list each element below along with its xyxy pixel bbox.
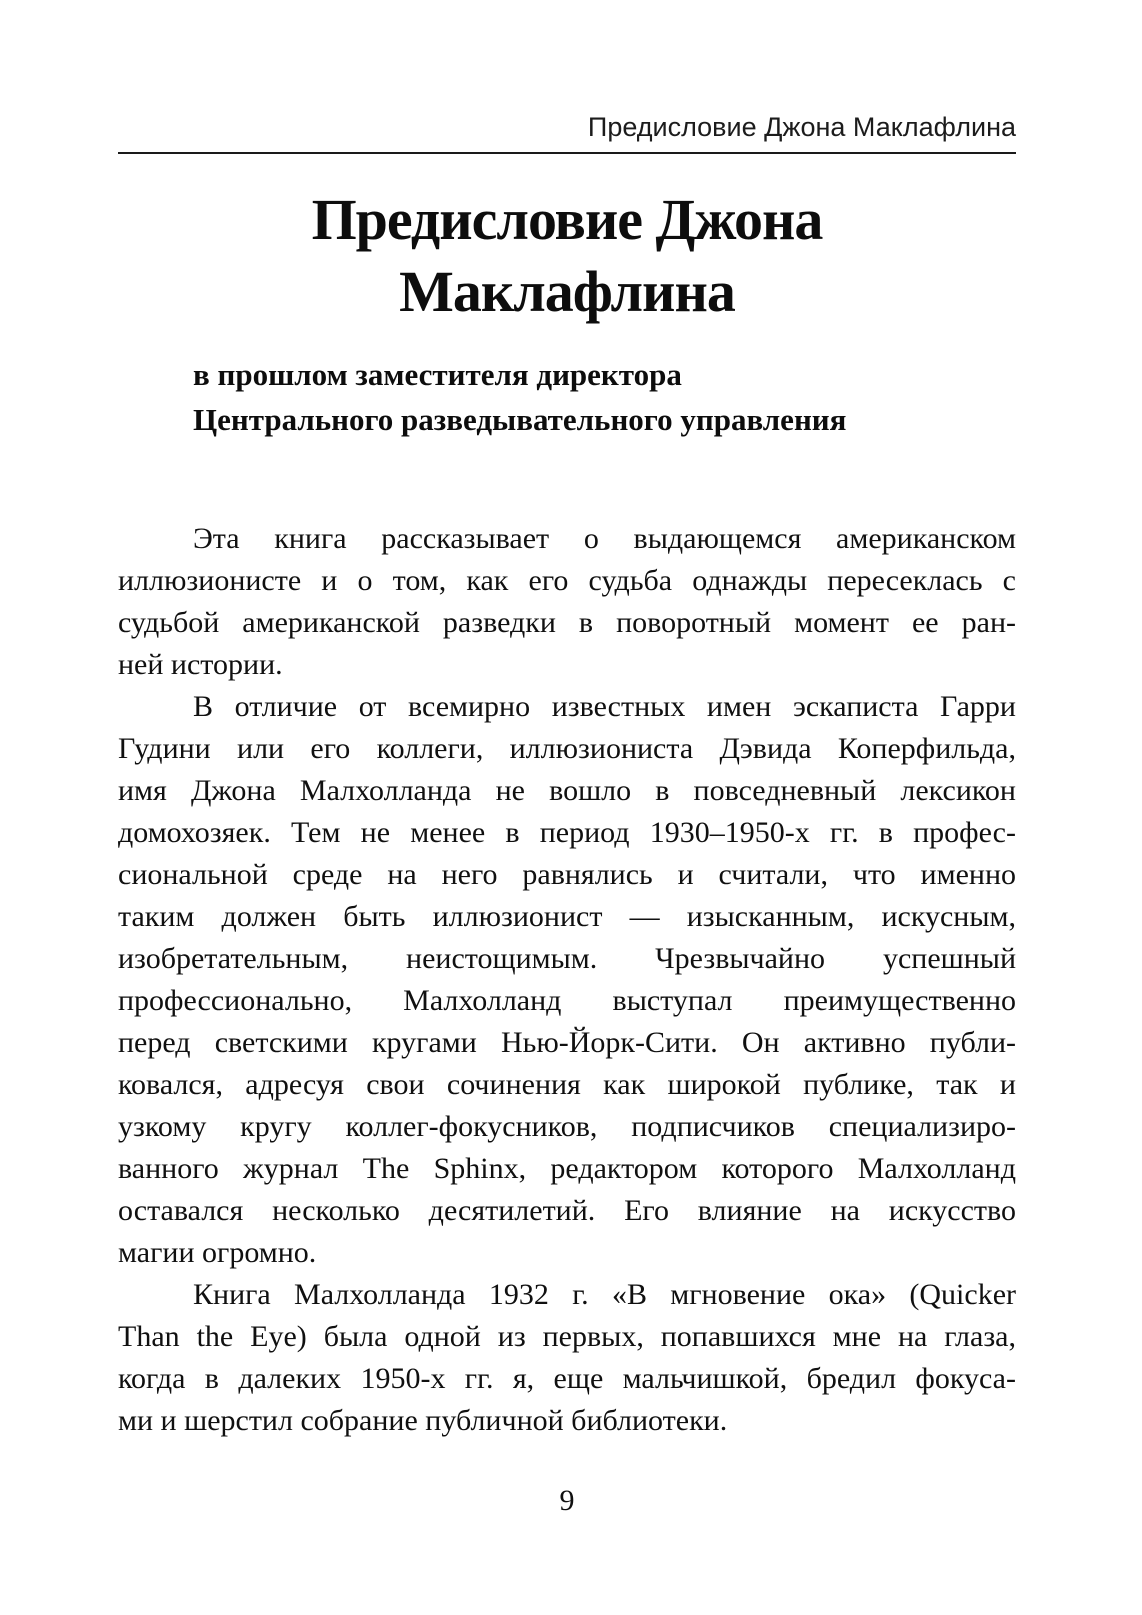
chapter-subtitle-line: Центрального разведывательного управления [193,402,847,437]
body-text-line: домохозяек. Тем не менее в период 1930–1950-х гг. в профес- [118,816,1016,849]
chapter-title-line: Маклафлина [399,259,735,324]
running-header [118,0,1016,154]
body-text-line: ней истории. [118,648,283,681]
body-text-line: ми и шерстил собрание публичной библиотеки. [118,1404,728,1437]
body-text-line: оставался несколько десятилетий. Его влияние на искусство [118,1194,1016,1227]
body-text-line: изобретательным, неистощимым. Чрезвычайно успешный [118,942,1016,975]
body-text-line: иллюзионисте и о том, как его судьба однажды пересеклась с [118,564,1016,597]
body-text-line: таким должен быть иллюзионист — изысканным, искусным, [118,900,1016,933]
header-rule [118,152,1016,154]
body-text-line: ковался, адресуя свои сочинения как широкой публике, так и [118,1068,1016,1101]
body-text-line: судьбой американской разведки в поворотный момент ее ран- [118,606,1016,639]
body-text-line: Книга Малхолланда 1932 г. «В мгновение ока» (Quicker [193,1278,1016,1311]
body-paragraphs [118,518,1016,1442]
chapter-title-line: Предисловие Джона [311,187,823,252]
body-text-line: Гудини или его коллеги, иллюзиониста Дэвида Коперфильда, [118,732,1016,765]
paragraph [118,686,1016,1274]
chapter-subtitle [118,352,1016,442]
chapter-subtitle-line: в прошлом заместителя директора [193,357,682,392]
chapter-title [118,184,1016,328]
body-text-line: ванного журнал The Sphinx, редактором которого Малхолланд [118,1152,1016,1185]
running-header-text: Предисловие Джона Маклафлина [587,112,1016,142]
paragraph [118,1274,1016,1442]
body-text-line: имя Джона Малхолланда не вошло в повседневный лексикон [118,774,1016,807]
body-text-line: перед светскими кругами Нью-Йорк-Сити. Он активно публи- [118,1026,1016,1059]
body-text-line: профессионально, Малхолланд выступал преимущественно [118,984,1016,1017]
paragraph [118,518,1016,686]
page-number: 9 [559,1484,575,1517]
body-text-line: Эта книга рассказывает о выдающемся американском [193,522,1016,555]
body-text-line: В отличие от всемирно известных имен эскаписта Гарри [193,690,1016,723]
body-text-line: сиональной среде на него равнялись и считали, что именно [118,858,1016,891]
body-text-line: узкому кругу коллег-фокусников, подписчиков специализиро- [118,1110,1016,1143]
body-text-line: Than the Eye) была одной из первых, попавшихся мне на глаза, [118,1320,1016,1353]
body-text-line: когда в далеких 1950-х гг. я, еще мальчишкой, бредил фокуса- [118,1362,1016,1395]
body-text-line: магии огромно. [118,1236,317,1269]
